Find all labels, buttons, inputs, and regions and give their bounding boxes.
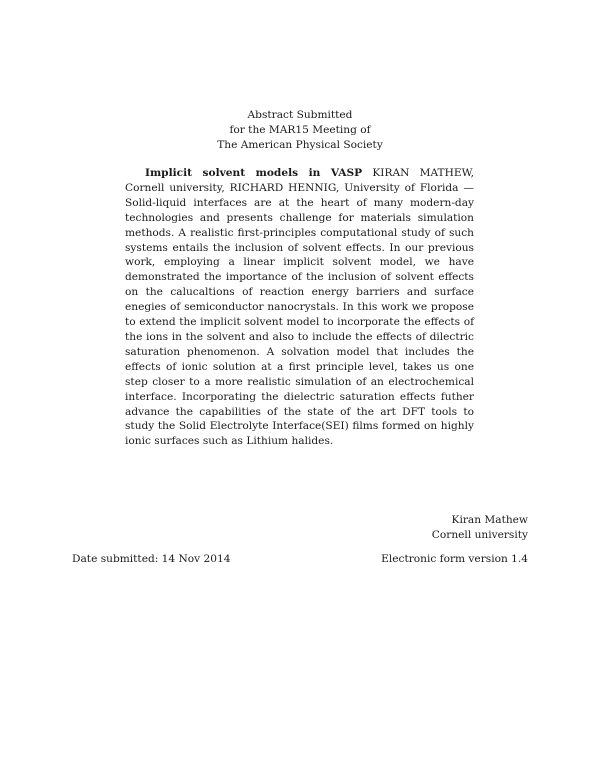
abstract-authors: KIRAN MATHEW, Cornell university, RICHARD HENNIG, University of Florida xyxy=(125,167,474,194)
header-line-abstract-submitted: Abstract Submitted xyxy=(247,109,353,121)
date-submitted: Date submitted: 14 Nov 2014 xyxy=(72,553,231,565)
abstract-body: Solid-liquid interfaces are at the heart of many modern-day technologies and presents challenge for materials simulation methods. A realistic first-principles computational study of such systems entails the inclusion of solvent effects. In our previous work, employing a linear implicit solvent model, we have demonstrated the importance of the inclusion of solvent effects on the calucaltions of reaction energy barriers and surface enegies of semiconductor nanocrystals. In this work we propose to extend the implicit solvent model to incorporate the effects of the ions in the solvent and also to include the effects of dilectric saturation phenomenon. A solvation model that includes the effects of ionic solution at a first principle level, takes us one step closer to a more realistic simulation of an electrochemical interface. Incorporating the dielectric saturation effects futher advance the capabilities of the state of the art DFT tools to study the Solid Electrolyte Interface(SEI) films formed on highly ionic surfaces such as Lithium halides. xyxy=(125,196,474,448)
signature-name: Kiran Mathew xyxy=(451,514,528,526)
submission-header xyxy=(0,108,600,153)
abstract-paragraph xyxy=(125,166,474,449)
abstract-title: Implicit solvent models in VASP xyxy=(145,167,363,179)
abstract-separator: — xyxy=(458,181,474,194)
form-version: Electronic form version 1.4 xyxy=(381,553,528,565)
author-signature xyxy=(432,513,528,543)
header-line-society: The American Physical Society xyxy=(217,139,383,151)
signature-affiliation: Cornell university xyxy=(431,529,528,541)
header-line-meeting: for the MAR15 Meeting of xyxy=(229,124,371,136)
